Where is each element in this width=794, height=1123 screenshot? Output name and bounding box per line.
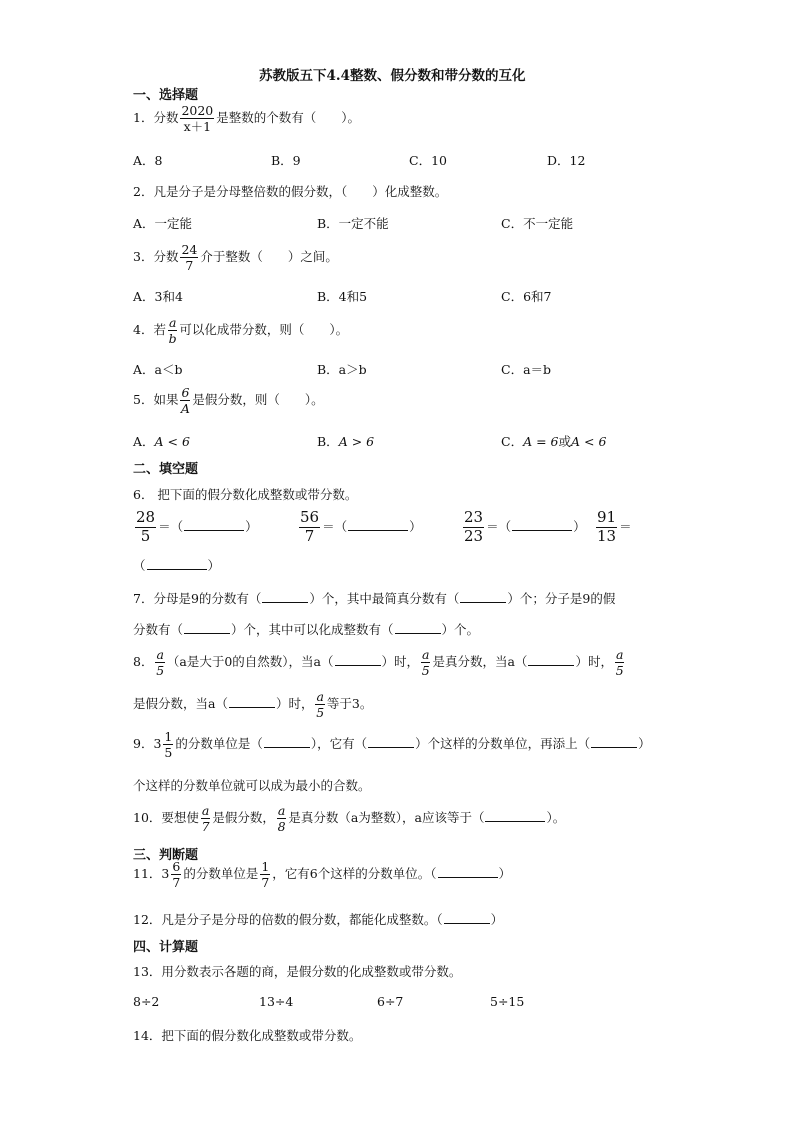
question-7-line-1: 7．分母是9的分数有（ ）个，其中最简真分数有（ ）个；分子是9的假: [133, 591, 616, 606]
answer-blank[interactable]: [485, 810, 545, 822]
q2-option-b[interactable]: B．一定不能: [317, 216, 389, 231]
section-heading-calc: 四、计算题: [133, 940, 199, 955]
q2-option-c[interactable]: C．不一定能: [501, 216, 574, 231]
question-2: 2．凡是分子是分母整倍数的假分数，（ ）化成整数。: [133, 184, 448, 199]
q13-item-1: 8÷2: [133, 994, 160, 1009]
question-8-line-2: 是假分数，当a（ ）时， $\frac{a}{5}$ 等于3。: [133, 689, 373, 721]
question-8-line-1: 8． $\frac{a}{5}$ （a是大于0的自然数），当a（ ）时， $\frac{a}{5}$ 是真分数，当a（ ）时， $\frac{a}{5}$: [133, 647, 624, 679]
answer-blank[interactable]: [444, 912, 490, 924]
q5-option-c[interactable]: C．A = 6或A < 6: [501, 434, 607, 449]
fraction: $\frac{91}{13}$: [597, 508, 617, 545]
q5-option-b[interactable]: B．A > 6: [317, 434, 375, 449]
q4-option-c[interactable]: C．a＝b: [501, 362, 552, 377]
q6-item-1: $\frac{28}{5}$ ＝（ ）: [136, 508, 258, 545]
answer-blank[interactable]: [262, 591, 308, 603]
question-6: 6． 把下面的假分数化成整数或带分数。: [133, 487, 358, 502]
answer-blank[interactable]: [147, 558, 207, 570]
fraction: $\frac{1}{5}$: [164, 729, 173, 761]
fraction: $\frac{6}{7}$: [172, 859, 181, 891]
q6-item-4: $\frac{91}{13}$ ＝: [597, 508, 632, 545]
question-12: 12．凡是分子是分母的倍数的假分数，都能化成整数。（ ）: [133, 912, 504, 927]
fraction: $\frac{23}{23}$: [464, 508, 484, 545]
fraction: $\frac{a}{8}$: [277, 803, 286, 835]
fraction: $\frac{1}{7}$: [261, 859, 270, 891]
question-4: 4．若 $\frac{a}{b}$ 可以化成带分数，则（ ）。: [133, 315, 349, 347]
question-3: 3．分数 $\frac{24}{7}$ 介于整数（ ）之间。: [133, 242, 338, 274]
fraction: $\frac{a}{5}$: [615, 647, 624, 679]
q4-option-b[interactable]: B．a＞b: [317, 362, 367, 377]
answer-blank[interactable]: [591, 736, 637, 748]
question-13: 13．用分数表示各题的商，是假分数的化成整数或带分数。: [133, 964, 462, 979]
q5-option-a[interactable]: A．A < 6: [133, 434, 190, 449]
q6-item-3: $\frac{23}{23}$ ＝（ ）: [464, 508, 586, 545]
fraction: $\frac{a}{5}$: [316, 689, 325, 721]
question-1: 1．分数 $\frac{2020}{x+1}$ 是整数的个数有（ ）。: [133, 103, 361, 135]
q1-option-a[interactable]: A．8: [133, 153, 163, 168]
answer-blank[interactable]: [348, 519, 408, 531]
section-heading-judge: 三、判断题: [133, 848, 199, 863]
question-9-line-2: 个这样的分数单位就可以成为最小的合数。: [133, 778, 371, 793]
q6-item-4-answer: （ ）: [133, 558, 221, 573]
q1-option-b[interactable]: B．9: [271, 153, 301, 168]
answer-blank[interactable]: [438, 866, 498, 878]
q6-item-2: $\frac{56}{7}$ ＝（ ）: [300, 508, 422, 545]
fraction: $\frac{24}{7}$: [181, 242, 198, 274]
q3-option-b[interactable]: B．4和5: [317, 289, 368, 304]
answer-blank[interactable]: [512, 519, 572, 531]
q13-item-4: 5÷15: [490, 994, 525, 1009]
answer-blank[interactable]: [335, 654, 381, 666]
answer-blank[interactable]: [229, 696, 275, 708]
fraction: $\frac{2020}{x+1}$: [181, 103, 214, 135]
q2-option-a[interactable]: A．一定能: [133, 216, 193, 231]
question-14: 14．把下面的假分数化成整数或带分数。: [133, 1028, 362, 1043]
answer-blank[interactable]: [184, 622, 230, 634]
q3-option-c[interactable]: C．6和7: [501, 289, 552, 304]
q3-option-a[interactable]: A．3和4: [133, 289, 183, 304]
page-title: 苏教版五下4.4整数、假分数和带分数的互化: [259, 68, 526, 84]
question-5: 5．如果 $\frac{6}{A}$ 是假分数，则（ ）。: [133, 385, 324, 417]
question-10: 10．要想使 $\frac{a}{7}$ 是假分数， $\frac{a}{8}$ 是真分数（a为整数），a应该等于（ ）。: [133, 803, 566, 835]
answer-blank[interactable]: [395, 622, 441, 634]
section-heading-choice: 一、选择题: [133, 88, 199, 103]
fraction: $\frac{56}{7}$: [300, 508, 320, 545]
fraction: $\frac{a}{5}$: [156, 647, 165, 679]
q1-option-c[interactable]: C．10: [409, 153, 447, 168]
q1-option-d[interactable]: D．12: [547, 153, 586, 168]
answer-blank[interactable]: [184, 519, 244, 531]
q13-item-2: 13÷4: [259, 994, 294, 1009]
fraction: $\frac{a}{7}$: [201, 803, 210, 835]
section-heading-fill: 二、填空题: [133, 462, 199, 477]
fraction: $\frac{a}{5}$: [421, 647, 430, 679]
fraction: $\frac{a}{b}$: [168, 315, 177, 347]
q4-option-a[interactable]: A．a＜b: [133, 362, 183, 377]
question-7-line-2: 分数有（ ）个，其中可以化成整数有（ ）个。: [133, 622, 480, 637]
answer-blank[interactable]: [264, 736, 310, 748]
answer-blank[interactable]: [528, 654, 574, 666]
answer-blank[interactable]: [368, 736, 414, 748]
q13-item-3: 6÷7: [377, 994, 404, 1009]
question-9-line-1: 9．3 $\frac{1}{5}$ 的分数单位是（ ），它有（ ）个这样的分数单位，再添上（ ）: [133, 729, 651, 761]
fraction: $\frac{6}{A}$: [180, 385, 190, 417]
fraction: $\frac{28}{5}$: [136, 508, 156, 545]
question-11: 11．3 $\frac{6}{7}$ 的分数单位是 $\frac{1}{7}$ ，它有6个这样的分数单位。（ ）: [133, 859, 512, 891]
answer-blank[interactable]: [460, 591, 506, 603]
